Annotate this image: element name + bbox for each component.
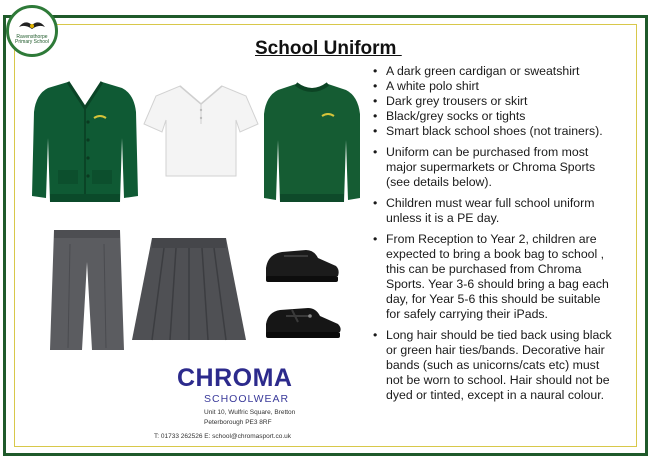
bullet-line: for safely carrying their iPads. (386, 307, 548, 321)
logo-name: Ravensthorpe (16, 34, 48, 40)
supplier-contact: T: 01733 262526 E: school@chromasport.co.uk (154, 433, 292, 440)
bullet-full-uniform (372, 196, 644, 226)
supplier-address-line2: Peterborough PE3 8RF (204, 419, 272, 426)
page-title: School Uniform (255, 38, 402, 59)
school-logo (6, 5, 58, 57)
bullet-line: A white polo shirt (386, 79, 479, 93)
bullet-cardigan (372, 64, 644, 79)
logo-subtitle: Primary School (15, 39, 49, 45)
bullet-shoes (372, 124, 644, 139)
bullet-line: Smart black school shoes (not trainers). (386, 124, 603, 138)
supplier-subtitle: SCHOOLWEAR (204, 393, 290, 405)
supplier-brand: CHROMA (177, 364, 293, 392)
bullet-line: not be worn to school. Hair should not be (386, 373, 610, 387)
bullet-line: this can be purchased from Chroma (386, 262, 582, 276)
bullet-socks (372, 109, 644, 124)
bullet-polo (372, 79, 644, 94)
bullet-line: Black/grey socks or tights (386, 109, 526, 123)
bullet-line: A dark green cardigan or sweatshirt (386, 64, 580, 78)
bullet-line: bands (such as unicorns/cats etc) must (386, 358, 600, 372)
skirt-image (130, 236, 248, 344)
school-shoe-image (262, 244, 342, 286)
uniform-rules-list (372, 64, 644, 403)
trousers-image (48, 228, 126, 352)
bullet-line: Long hair should be tied back using black (386, 328, 612, 342)
bullet-line: or green hair ties/bands. Decorative hair (386, 343, 605, 357)
bullet-hair (372, 328, 644, 403)
bullet-purchase (372, 145, 644, 190)
supplier-address-line1: Unit 10, Wulfric Square, Bretton (204, 409, 296, 416)
bullet-line: major supermarkets or Chroma Sports (386, 160, 596, 174)
bullet-line: Children must wear full school uniform (386, 196, 595, 210)
t-bar-shoe-image (262, 298, 344, 342)
cardigan-image (30, 78, 140, 206)
polo-shirt-image (142, 80, 260, 180)
bullet-line: dyed or tinted, except in a naural colour. (386, 388, 605, 402)
bullet-line: Dark grey trousers or skirt (386, 94, 528, 108)
bird-icon (17, 17, 47, 35)
supplier-info (150, 358, 330, 448)
bullet-line: Sports. Year 3-6 should bring a bag each (386, 277, 609, 291)
bullet-line: expected to bring a book bag to school , (386, 247, 605, 261)
bullet-line: (see details below). (386, 175, 492, 189)
sweatshirt-image (262, 80, 362, 206)
bullet-line: unless it is a PE day. (386, 211, 500, 225)
bullet-line: From Reception to Year 2, children are (386, 232, 597, 246)
bullet-line: Uniform can be purchased from most (386, 145, 589, 159)
bullet-line: day, for Year 5-6 this should be suitable (386, 292, 601, 306)
bullet-trousers (372, 94, 644, 109)
bullet-book-bag (372, 232, 644, 322)
